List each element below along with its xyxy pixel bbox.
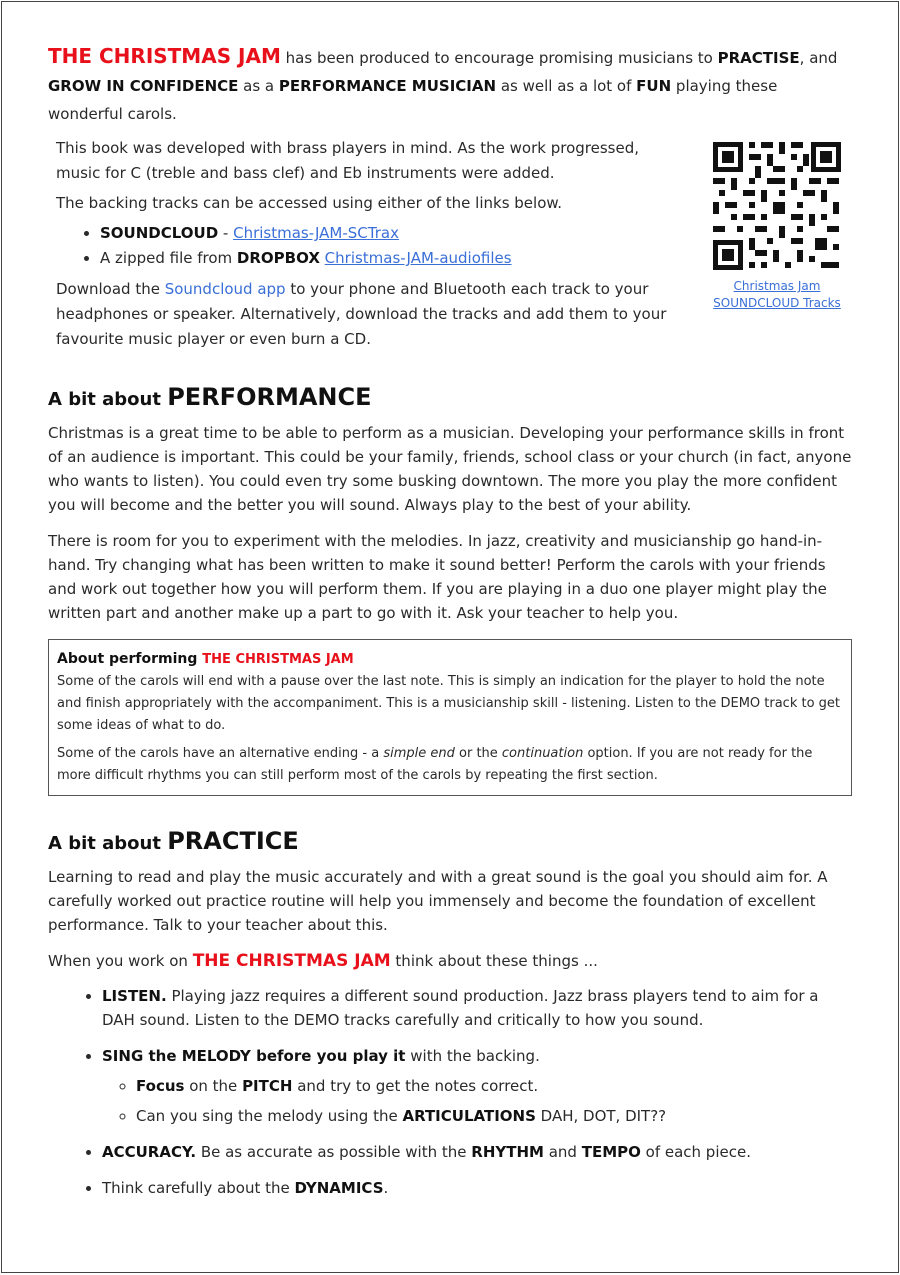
title-christmas-jam: THE CHRISTMAS JAM	[48, 44, 281, 68]
list-item: • A zipped file from DROPBOX Christmas-JAM-audiofiles	[100, 246, 672, 271]
work-on-line: When you work on THE CHRISTMAS JAM think about these things ...	[48, 951, 598, 971]
box-paragraph-2: Some of the carols have an alternative ending - a simple end or the continuation option. If you are not ready for the more difficult rhythms you can still perform most of the carols by repeating the first section.	[57, 746, 813, 783]
dev-paragraph-2: The backing tracks can be accessed using either of the links below.	[56, 194, 563, 212]
performance-paragraph-1: Christmas is a great time to be able to perform as a musician. Developing your performance skills in front of an audience is important. This could be your family, friends, school class or your church (in fact, anyone who wants to listen). You could even try some busking downtown. The more you play the more confident you will become and the better you will sound. Always play to the best of your ability.	[48, 424, 852, 514]
box-title: About performing THE CHRISTMAS JAM	[57, 651, 354, 667]
list-item-articulations: ◦ Can you sing the melody using the ARTICULATIONS DAH, DOT, DIT??	[136, 1104, 852, 1128]
list-item-listen: • LISTEN. Playing jazz requires a different sound production. Jazz brass players tend to aim for a DAH sound. Listen to the DEMO tracks carefully and critically to how you sound.	[102, 984, 852, 1032]
dev-paragraph-1: This book was developed with brass players in mind. As the work progressed, music for C (treble and bass clef) and Eb instruments were added.	[56, 139, 639, 182]
list-item-sing: • SING the MELODY before you play it with the backing. ◦ Focus on the PITCH and try to get the notes correct. ◦ Can you sing the melody using the ARTICULATIONS DAH, DOT, DIT??	[102, 1044, 852, 1128]
qr-caption-line-1[interactable]: Christmas Jam	[733, 279, 821, 293]
soundcloud-app-link[interactable]: Soundcloud app	[164, 280, 286, 298]
intro-paragraph: THE CHRISTMAS JAM has been produced to encourage promising musicians to PRACTISE, and GROW IN CONFIDENCE as a PERFORMANCE MUSICIAN as well as a lot of FUN playing these wonderful carols.	[48, 44, 838, 123]
practice-tips-list	[48, 984, 852, 1200]
list-item: • SOUNDCLOUD - Christmas-JAM-SCTrax	[100, 221, 672, 246]
practice-heading: A bit about PRACTICE	[48, 827, 299, 855]
qr-code-icon[interactable]	[711, 140, 843, 272]
dev-paragraph-3: Download the Soundcloud app to your phone and Bluetooth each track to your headphones or speaker. Alternatively, download the tracks and add them to your favourite music player or even burn a CD.	[56, 280, 667, 348]
performance-paragraph-2: There is room for you to experiment with the melodies. In jazz, creativity and musicianship go hand-in-hand. Try changing what has been written to make it sound better! Perform the carols with your friends and work out together how you will perform them. If you are playing in a duo one player might play the written part and another make up a part to go with it. Ask your teacher to help you.	[48, 532, 827, 622]
list-item-focus: ◦ Focus on the PITCH and try to get the notes correct.	[136, 1074, 852, 1098]
performance-heading: A bit about PERFORMANCE	[48, 383, 372, 411]
qr-code-block	[706, 140, 848, 312]
development-section	[48, 136, 852, 352]
box-paragraph-1: Some of the carols will end with a pause over the last note. This is simply an indication for the player to hold the note and finish appropriately with the accompaniment. This is a musicianship skill - listening. Listen to the DEMO track to get some ideas of what to do.	[57, 674, 841, 733]
list-item-accuracy: • ACCURACY. Be as accurate as possible with the RHYTHM and TEMPO of each piece.	[102, 1140, 852, 1164]
document-page	[1, 1, 899, 1273]
sing-sublist	[102, 1074, 852, 1128]
qr-caption-line-2[interactable]: SOUNDCLOUD Tracks	[713, 296, 841, 310]
dropbox-link[interactable]: Christmas-JAM-audiofiles	[324, 249, 512, 267]
links-list	[56, 221, 672, 271]
soundcloud-link[interactable]: Christmas-JAM-SCTrax	[233, 224, 399, 242]
list-item-dynamics: • Think carefully about the DYNAMICS.	[102, 1176, 852, 1200]
about-performing-box	[48, 639, 852, 796]
practice-paragraph-1: Learning to read and play the music accurately and with a great sound is the goal you should aim for. A carefully worked out practice routine will help you immensely and become the foundation of excellent performance. Talk to your teacher about this.	[48, 868, 828, 934]
